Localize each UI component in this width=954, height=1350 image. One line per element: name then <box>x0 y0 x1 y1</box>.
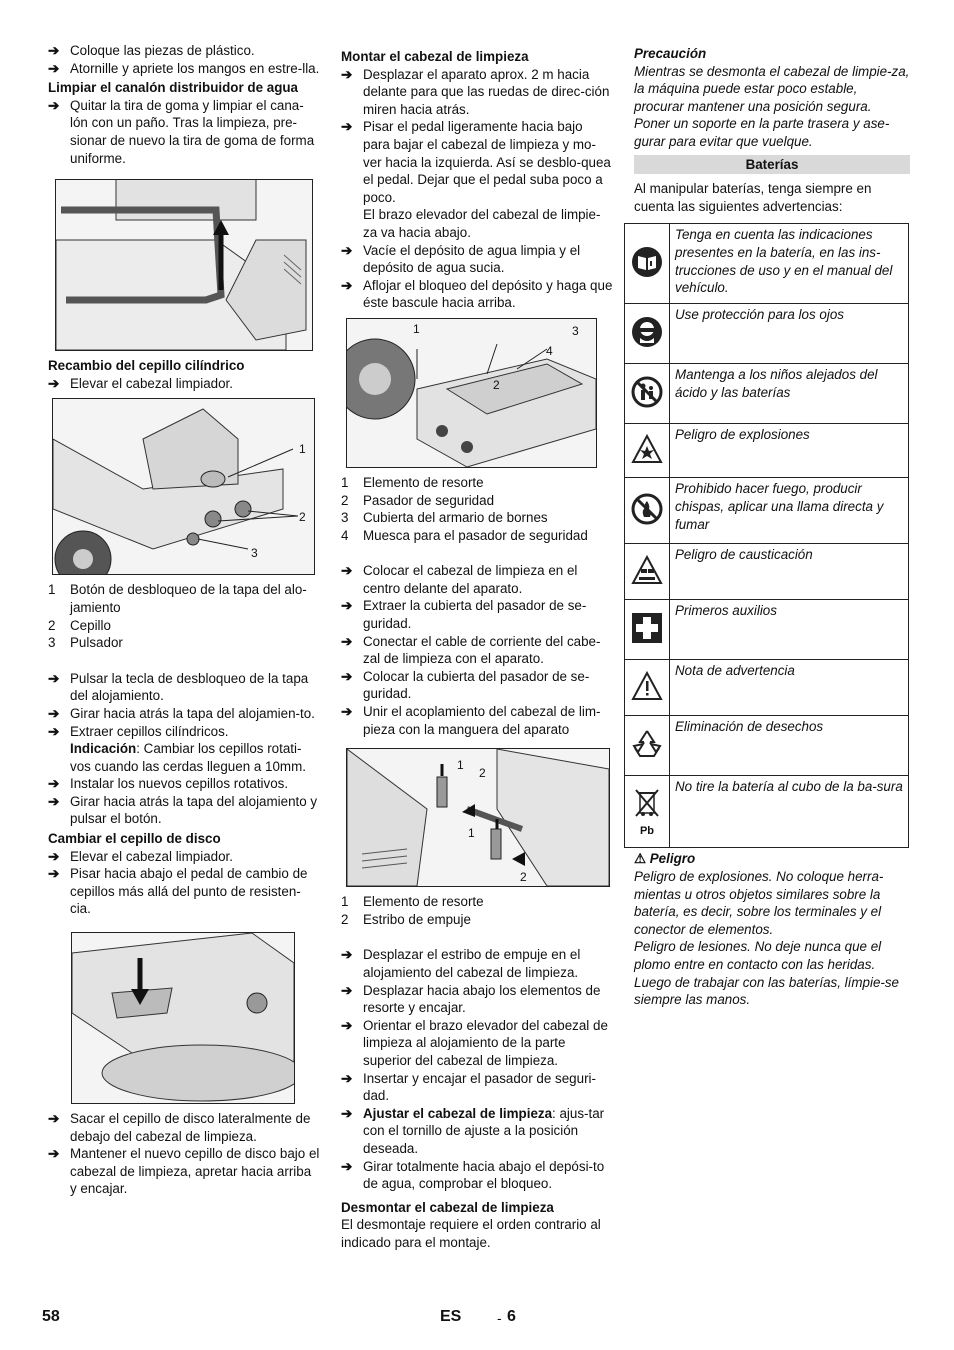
note-label: Indicación <box>70 741 137 757</box>
step-text: Girar totalmente hacia abajo el depósi-to de agua, comprobar el bloqueo. <box>363 1158 605 1192</box>
no-trash-bin-icon <box>625 776 670 848</box>
step <box>48 848 320 866</box>
arrow-right-icon: ➔ <box>48 848 60 864</box>
arrow-right-icon: ➔ <box>341 1070 353 1086</box>
legend-item <box>48 617 320 635</box>
safety-text: Prohibido hacer fuego, producir chispas, aplicar una llama directa y fumar <box>670 478 909 544</box>
step <box>341 277 613 312</box>
machine-illustration <box>347 749 609 886</box>
safety-text: Primeros auxilios <box>670 600 909 660</box>
warning-icon: ⚠ <box>634 851 647 867</box>
figure-tank-lock <box>346 318 597 468</box>
arrow-right-icon: ➔ <box>341 563 353 579</box>
step-text: Pisar el pedal ligeramente hacia bajo para bajar el cabezal de limpieza y mo-ver hacia la izquierda. Así se desblo-quea el pedal. Dejar que el pedal suba poco a poco. <box>363 119 611 205</box>
step-text: Pisar hacia abajo el pedal de cambio de cepillos más allá del punto de resisten-cia. <box>70 866 308 917</box>
arrow-right-icon: ➔ <box>341 982 353 998</box>
legend-number: 2 <box>341 492 349 508</box>
safety-text: Mantenga a los niños alejados del ácido y las baterías <box>670 364 909 424</box>
column-2 <box>341 46 613 1252</box>
legend-text: Estribo de empuje <box>363 911 471 927</box>
table-row <box>625 424 909 478</box>
safety-text: Use protección para los ojos <box>670 304 909 364</box>
step <box>48 793 320 828</box>
step-text: Conectar el cable de corriente del cabe-zal de limpieza con el aparato. <box>363 633 601 667</box>
legend-item <box>341 492 613 510</box>
step <box>341 1105 613 1158</box>
legend-text: Botón de desbloqueo de la tapa del alo-jamiento <box>70 582 307 615</box>
table-row <box>625 600 909 660</box>
section-heading: Recambio del cepillo cilíndrico <box>48 358 245 374</box>
figure-label: 2 <box>520 870 527 885</box>
legend-number: 2 <box>341 911 349 927</box>
figure-label: 2 <box>493 377 500 392</box>
arrow-right-icon: ➔ <box>341 66 353 82</box>
section-heading: Desmontar el cabezal de limpieza <box>341 1199 554 1215</box>
arrow-right-icon: ➔ <box>341 119 353 135</box>
table-row <box>625 660 909 716</box>
figure-label: 1 <box>413 321 420 336</box>
caution-text: Mientras se desmonta el cabezal de limpie-za, la máquina puede estar poco estable, procurar mantener una posición segura. Poner un soporte en la parte trasera y ase-gurar para evitar que vuelque. <box>634 63 910 149</box>
step-text: Unir el acoplamiento del cabezal de lim-pieza con la manguera del aparato <box>363 704 601 737</box>
note: El brazo elevador del cabezal de limpie-za va hacia abajo. <box>363 207 601 240</box>
legend-number: 1 <box>341 474 349 490</box>
arrow-right-icon: ➔ <box>341 704 353 720</box>
arrow-right-icon: ➔ <box>341 1158 353 1174</box>
machine-illustration <box>56 180 312 350</box>
figure-distributor-channel <box>55 179 313 351</box>
step <box>48 775 320 793</box>
table-row <box>625 776 909 848</box>
legend-text: Cubierta del armario de bornes <box>363 510 548 526</box>
arrow-right-icon: ➔ <box>48 776 60 792</box>
battery-safety-table <box>624 223 909 848</box>
arrow-right-icon: ➔ <box>48 97 60 113</box>
figure-cylinder-brush <box>52 398 315 575</box>
danger-text: Peligro de explosiones. No coloque herra-mientas u otros objetos similares sobre la batería, es decir, sobre los terminales y el conector de elementos. <box>634 868 884 937</box>
figure-label: 1 <box>457 758 464 773</box>
legend-item <box>341 509 613 527</box>
arrow-right-icon: ➔ <box>341 1017 353 1033</box>
arrow-right-icon: ➔ <box>48 705 60 721</box>
step-text: Extraer la cubierta del pasador de se-guridad. <box>363 598 587 632</box>
arrow-right-icon: ➔ <box>341 947 353 963</box>
legend-item <box>48 581 320 616</box>
legend-number: 2 <box>48 617 56 633</box>
arrow-right-icon: ➔ <box>48 60 60 76</box>
arrow-right-icon: ➔ <box>48 793 60 809</box>
legend-text: Pasador de seguridad <box>363 492 495 508</box>
safety-text: No tire la batería al cubo de la ba-sura <box>670 776 909 848</box>
corrosive-icon <box>625 544 670 600</box>
step-text: Extraer cepillos cilíndricos. <box>70 723 229 739</box>
step-text: : ajus-tar con el tornillo de ajuste a la posición deseada. <box>363 1105 605 1156</box>
eye-protection-icon <box>625 304 670 364</box>
section-heading: Limpiar el canalón distribuidor de agua <box>48 80 299 96</box>
column-1 <box>48 42 320 1198</box>
step <box>48 1110 320 1145</box>
manual-icon <box>625 224 670 304</box>
step <box>48 1145 320 1198</box>
step <box>341 118 613 206</box>
step-text: Desplazar el estribo de empuje en el alojamiento del cabezal de limpieza. <box>363 947 581 980</box>
figure-disc-brush <box>71 932 295 1104</box>
section-heading: Montar el cabezal de limpieza <box>341 49 529 64</box>
step-text: Girar hacia atrás la tapa del alojamien-to. <box>70 705 315 721</box>
explosion-icon <box>625 424 670 478</box>
legend-item <box>341 893 613 911</box>
table-row <box>625 716 909 776</box>
step <box>48 865 320 918</box>
arrow-right-icon: ➔ <box>341 598 353 614</box>
step <box>341 562 613 597</box>
arrow-right-icon: ➔ <box>48 43 60 58</box>
step-text: Orientar el brazo elevador del cabezal de limpieza al alojamiento de la parte superior del cabezal de limpieza. <box>363 1017 608 1068</box>
batteries-heading: Baterías <box>634 155 910 175</box>
legend-text: Elemento de resorte <box>363 474 484 490</box>
danger-title <box>634 850 910 868</box>
step-text: Colocar la cubierta del pasador de se-guridad. <box>363 668 590 702</box>
figure-label: 3 <box>572 323 579 338</box>
danger-text: Peligro de lesiones. No deje nunca que el plomo entre en contacto con las heridas. Luego de trabajar con las baterías, límpie-se siempre las manos. <box>634 939 899 1008</box>
step <box>341 597 613 632</box>
section-heading: Cambiar el cepillo de disco <box>48 831 221 847</box>
step-text: Insertar y encajar el pasador de seguri-dad. <box>363 1070 596 1104</box>
step <box>341 1017 613 1070</box>
note <box>48 740 320 775</box>
table-row <box>625 224 909 304</box>
step-text: Elevar el cabezal limpiador. <box>70 848 234 864</box>
step <box>341 946 613 981</box>
language-code: ES <box>440 1308 462 1325</box>
step <box>341 703 613 738</box>
safety-text: Peligro de explosiones <box>670 424 909 478</box>
legend-number: 3 <box>48 635 56 651</box>
machine-illustration <box>347 319 596 467</box>
step <box>48 670 320 705</box>
step <box>48 42 320 60</box>
safety-text: Eliminación de desechos <box>670 716 909 776</box>
safety-text: Peligro de causticación <box>670 544 909 600</box>
legend-number: 3 <box>341 510 349 526</box>
arrow-right-icon: ➔ <box>48 375 60 391</box>
danger-title-text: Peligro <box>649 851 696 867</box>
adjust-label: Ajustar el cabezal de limpieza <box>363 1105 553 1121</box>
step-text: Desplazar hacia abajo los elementos de resorte y encajar. <box>363 982 601 1016</box>
step-text: Atornille y apriete los mangos en estre-lla. <box>70 60 320 76</box>
arrow-right-icon: ➔ <box>341 633 353 649</box>
note-text: : Cambiar los cepillos rotati-vos cuando las cerdas lleguen a 10mm. <box>70 741 306 774</box>
step-text: Aflojar el bloqueo del depósito y haga que éste bascule hacia arriba. <box>363 277 613 311</box>
table-row <box>625 478 909 544</box>
step-text: Mantener el nuevo cepillo de disco bajo el cabezal de limpieza, apretar hacia arriba y encajar. <box>70 1146 320 1197</box>
legend-text: Muesca para el pasador de seguridad <box>363 527 588 543</box>
step-text: Elevar el cabezal limpiador. <box>70 375 234 391</box>
figure-spring-element <box>346 748 610 887</box>
figure-label: 4 <box>546 343 553 358</box>
legend-item <box>48 634 320 652</box>
step <box>341 1158 613 1193</box>
figure-label: 2 <box>299 510 306 525</box>
step-text: Pulsar la tecla de desbloqueo de la tapa del alojamiento. <box>70 670 309 704</box>
legend-text: Elemento de resorte <box>363 894 484 910</box>
paragraph: El desmontaje requiere el orden contrario al indicado para el montaje. <box>341 1217 601 1250</box>
legend-item <box>341 527 613 545</box>
arrow-right-icon: ➔ <box>341 1105 353 1121</box>
recycling-icon <box>625 716 670 776</box>
figure-label: 1 <box>468 826 475 841</box>
legend-text: Cepillo <box>70 617 111 633</box>
step <box>48 60 320 78</box>
step-text: Coloque las piezas de plástico. <box>70 43 255 58</box>
arrow-right-icon: ➔ <box>341 668 353 684</box>
arrow-right-icon: ➔ <box>48 1111 60 1127</box>
table-row <box>625 364 909 424</box>
figure-label: 1 <box>299 442 306 457</box>
step <box>48 97 320 167</box>
step-text: Vacíe el depósito de agua limpia y el depósito de agua sucia. <box>363 242 581 276</box>
keep-children-away-icon <box>625 364 670 424</box>
step-text: Girar hacia atrás la tapa del alojamiento y pulsar el botón. <box>70 793 318 827</box>
figure-label: 2 <box>479 766 486 781</box>
step <box>341 982 613 1017</box>
legend-number: 1 <box>48 582 56 598</box>
step <box>341 66 613 119</box>
page-number: 58 <box>42 1308 60 1325</box>
legend-item <box>341 474 613 492</box>
column-3 <box>634 43 910 1009</box>
arrow-right-icon: ➔ <box>341 242 353 258</box>
safety-text: Nota de advertencia <box>670 660 909 716</box>
figure-label: 3 <box>251 546 258 561</box>
step-text: Colocar el cabezal de limpieza en el centro delante del aparato. <box>363 563 578 596</box>
machine-illustration <box>53 399 314 574</box>
safety-text: Tenga en cuenta las indicaciones presentes en la batería, en las ins-trucciones de uso y en el manual del vehículo. <box>670 224 909 304</box>
step-text: Desplazar el aparato aprox. 2 m hacia delante para que las ruedas de direc-ción miren hacia atrás. <box>363 66 610 117</box>
arrow-right-icon: ➔ <box>48 670 60 686</box>
step <box>341 668 613 703</box>
table-row <box>625 304 909 364</box>
step-text: Sacar el cepillo de disco lateralmente de debajo del cabezal de limpieza. <box>70 1111 311 1144</box>
legend-number: 4 <box>341 527 349 543</box>
step-text: Instalar los nuevos cepillos rotativos. <box>70 776 289 792</box>
step <box>48 375 320 393</box>
step <box>48 723 320 741</box>
arrow-right-icon: ➔ <box>48 866 60 882</box>
section-number: 6 <box>507 1308 516 1325</box>
step <box>341 242 613 277</box>
step <box>341 633 613 668</box>
footer-separator: - <box>497 1310 502 1326</box>
arrow-right-icon: ➔ <box>48 1146 60 1162</box>
legend-number: 1 <box>341 894 349 910</box>
table-row <box>625 544 909 600</box>
arrow-right-icon: ➔ <box>341 277 353 293</box>
no-fire-icon <box>625 478 670 544</box>
step <box>48 705 320 723</box>
machine-illustration <box>72 933 294 1103</box>
step-text: Quitar la tira de goma y limpiar el cana-lón con un paño. Tras la limpieza, pre-sionar de nuevo la tira de goma de forma uniforme. <box>70 97 315 166</box>
step <box>341 1070 613 1105</box>
lead-symbol: Pb <box>639 825 655 838</box>
legend-item <box>341 911 613 929</box>
warning-icon <box>625 660 670 716</box>
arrow-right-icon: ➔ <box>48 723 60 739</box>
legend-text: Pulsador <box>70 635 123 651</box>
first-aid-icon <box>625 600 670 660</box>
caution-title: Precaución <box>634 46 707 61</box>
paragraph: Al manipular baterías, tenga siempre en cuenta las siguientes advertencias: <box>634 181 872 214</box>
